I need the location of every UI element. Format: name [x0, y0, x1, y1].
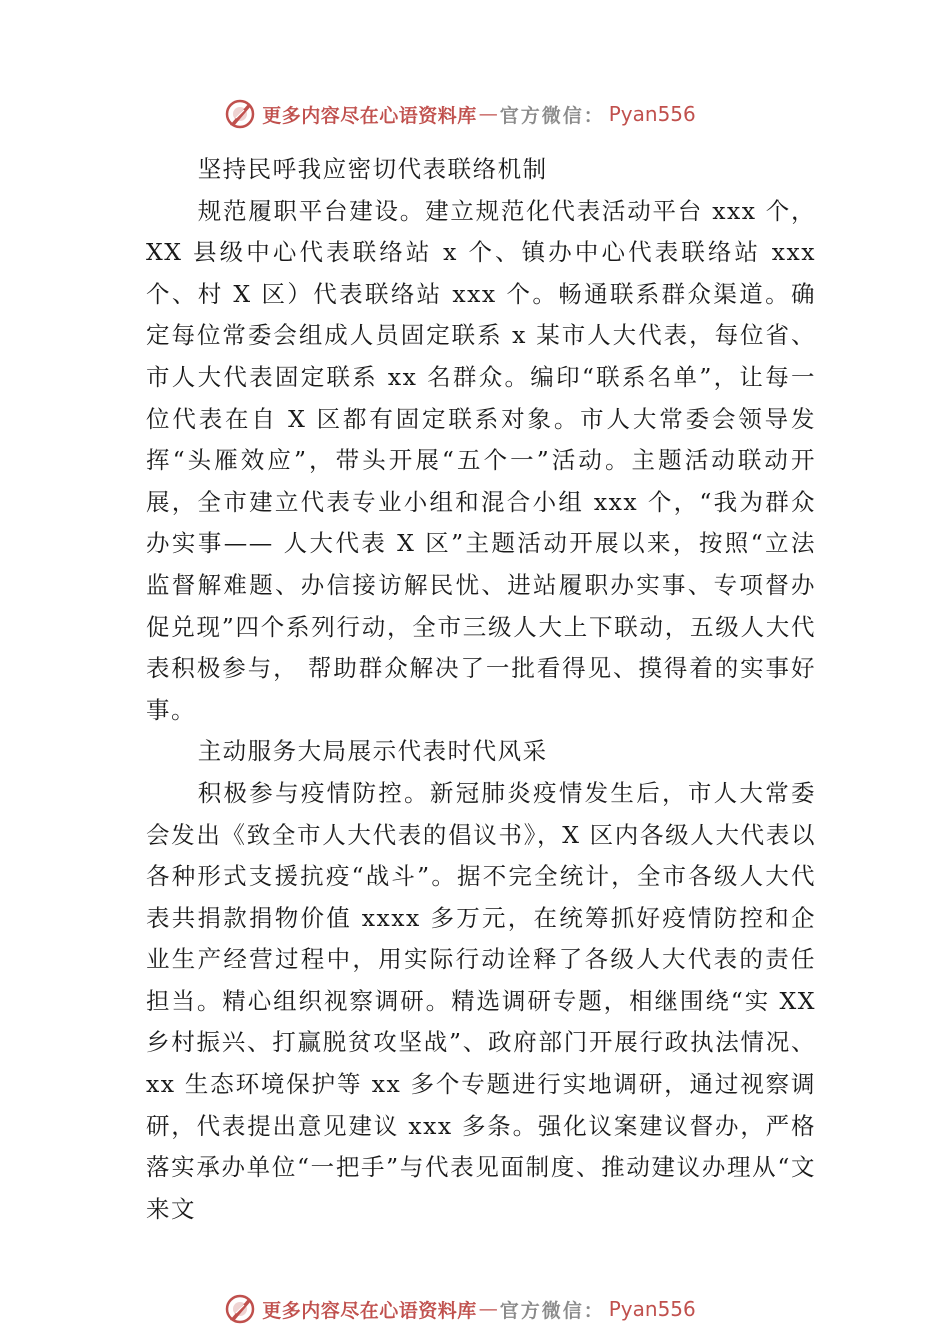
watermark-official-label: 官方微信：: [499, 104, 605, 127]
watermark-wechat-id: Pyan556: [608, 1297, 696, 1321]
paragraph-2: 积极参与疫情防控。新冠肺炎疫情发生后，市人大常委会发出《致全市人大代表的倡议书》，X 区内各级人大代表以各种形式支援抗疫“战斗”。据不完全统计，全市各级人大代表共捐款捐物价值 xxxx 多万元，在统筹抓好疫情防控和企业生产经营过程中，用实际行动诠释了各级人大代表的责任担当。精心组织视察调研。精选调研专题，相继围绕“实 XX 乡村振兴、打赢脱贫攻坚战”、政府部门开展行政执法情况、xx 生态环境保护等 xx 多个专题进行实地调研，通过视察调研，代表提出意见建议 xxx 多条。强化议案建议督办，严格落实承办单位“一把手”与代表见面制度、推动建议办理从“文来文: [146, 778, 816, 1223]
watermark-bottom: [0, 1289, 950, 1329]
watermark-top: [0, 94, 950, 134]
watermark-wechat-id: Pyan556: [608, 102, 696, 126]
watermark-dash: —: [478, 1298, 498, 1320]
watermark-dash: —: [478, 103, 498, 125]
section-heading-1: 坚持民呼我应密切代表联络机制: [197, 155, 548, 183]
quill-seal-logo-icon: [224, 98, 256, 130]
watermark-brand-text: 更多内容尽在心语资料库: [262, 1299, 477, 1322]
watermark-brand-text: 更多内容尽在心语资料库: [262, 104, 477, 127]
document-body: [146, 149, 816, 1230]
quill-seal-logo-icon: [224, 1293, 256, 1325]
paragraph-1: 规范履职平台建设。建立规范化代表活动平台 xxx 个，XX 县级中心代表联络站 x 个、镇办中心代表联络站 xxx 个、村 X 区）代表联络站 xxx 个。畅通联系群众渠道。确定每位常委会组成人员固定联系 x 某市人大代表，每位省、市人大代表固定联系 xx 名群众。编印“联系名单”，让每一位代表在自 X 区都有固定联系对象。市人大常委会领导发挥“头雁效应”，带头开展“五个一”活动。主题活动联动开展，全市建立代表专业小组和混合小组 xxx 个，“我为群众办实事—— 人大代表 X 区”主题活动开展以来，按照“立法监督解难题、办信接访解民忧、进站履职办实事、专项督办促兑现”四个系列行动，全市三级人大上下联动，五级人大代表积极参与， 帮助群众解决了一批看得见、摸得着的实事好事。: [146, 196, 816, 724]
watermark-official-label: 官方微信：: [499, 1299, 605, 1322]
section-heading-2: 主动服务大局展示代表时代风采: [197, 737, 548, 766]
